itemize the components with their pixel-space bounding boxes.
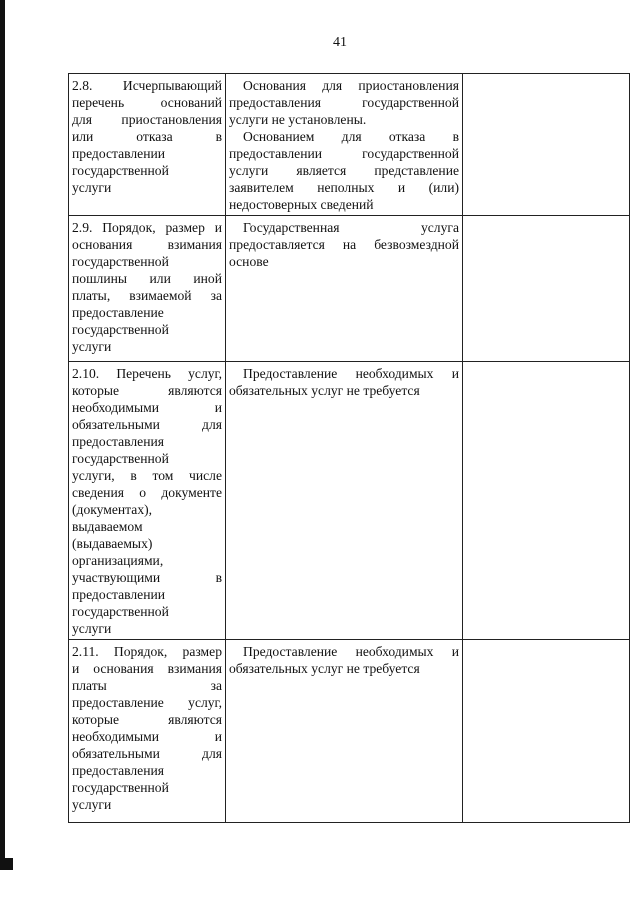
row-title-line: пошлины или иной <box>72 271 222 286</box>
row-content-cell <box>226 216 463 362</box>
row-title-line: организациями, <box>72 553 164 568</box>
row-title-line: перечень оснований <box>72 95 222 110</box>
row-note-cell <box>463 640 630 823</box>
row-content-paragraph: Основанием для отказа в предоставлении государственной услуги является представление заявителем неполных и (или) недостоверных сведений <box>229 129 459 212</box>
row-title-line: государственной <box>72 780 169 795</box>
row-title-line: (документах), <box>72 502 153 517</box>
row-title-line: 2.9. Порядок, размер и <box>72 220 222 235</box>
row-title-line: государственной <box>72 604 169 619</box>
row-content-cell <box>226 362 463 640</box>
row-title-line: предоставления <box>72 763 165 778</box>
row-title-line: платы, взимаемой за <box>72 288 222 303</box>
table-row <box>69 362 630 640</box>
row-title-line: услуги <box>72 180 112 195</box>
row-title-line: платы за <box>72 678 222 693</box>
row-title-line: и основания взимания <box>72 661 222 676</box>
row-content-paragraph: Государственная услуга предоставляется на безвозмездной основе <box>229 220 459 269</box>
scan-left-edge-mark <box>0 858 13 870</box>
row-title-line: которые являются <box>72 383 222 398</box>
row-title-line: предоставления <box>72 434 165 449</box>
row-title-line: или отказа в <box>72 129 222 144</box>
row-title-line: услуги <box>72 339 112 354</box>
row-title-line: которые являются <box>72 712 222 727</box>
row-title-line: 2.11. Порядок, размер <box>72 644 222 659</box>
row-title-line: (выдаваемых) <box>72 536 153 551</box>
row-title-cell <box>69 640 226 823</box>
row-note-cell <box>463 74 630 216</box>
table-row <box>69 640 630 823</box>
row-content-paragraph: Предоставление необходимых и обязательных услуг не требуется <box>229 366 459 398</box>
row-content-paragraph: Предоставление необходимых и обязательных услуг не требуется <box>229 644 459 676</box>
row-content-cell <box>226 74 463 216</box>
row-title-line: государственной <box>72 322 169 337</box>
row-title-line: обязательными для <box>72 746 222 761</box>
row-title-line: для приостановления <box>72 112 222 127</box>
row-content-paragraph: Основания для приостановления предоставления государственной услуги не установлены. <box>229 78 459 127</box>
table-row <box>69 74 630 216</box>
scan-left-edge <box>0 0 5 870</box>
row-title-line: услуги, в том числе <box>72 468 222 483</box>
row-title-line: услуги <box>72 797 112 812</box>
row-note-cell <box>463 216 630 362</box>
row-title-line: предоставление <box>72 305 164 320</box>
row-title-line: предоставлении <box>72 587 166 602</box>
table-row <box>69 216 630 362</box>
row-title-line: предоставление услуг, <box>72 695 222 710</box>
row-content-cell <box>226 640 463 823</box>
row-title-line: сведения о документе <box>72 485 222 500</box>
row-title-line: выдаваемом <box>72 519 143 534</box>
row-title-line: обязательными для <box>72 417 222 432</box>
row-title-cell <box>69 216 226 362</box>
row-title-cell <box>69 74 226 216</box>
regulation-table <box>68 73 630 823</box>
row-title-line: основания взимания <box>72 237 222 252</box>
page-number: 41 <box>333 35 347 50</box>
row-note-cell <box>463 362 630 640</box>
row-title-line: услуги <box>72 621 112 636</box>
row-title-line: государственной <box>72 163 169 178</box>
row-title-line: предоставлении <box>72 146 166 161</box>
row-title-line: государственной <box>72 254 169 269</box>
row-title-line: государственной <box>72 451 169 466</box>
row-title-line: необходимыми и <box>72 729 222 744</box>
row-title-line: участвующими в <box>72 570 222 585</box>
row-title-line: необходимыми и <box>72 400 222 415</box>
row-title-cell <box>69 362 226 640</box>
row-title-line: 2.10. Перечень услуг, <box>72 366 222 381</box>
row-title-line: 2.8. Исчерпывающий <box>72 78 222 93</box>
